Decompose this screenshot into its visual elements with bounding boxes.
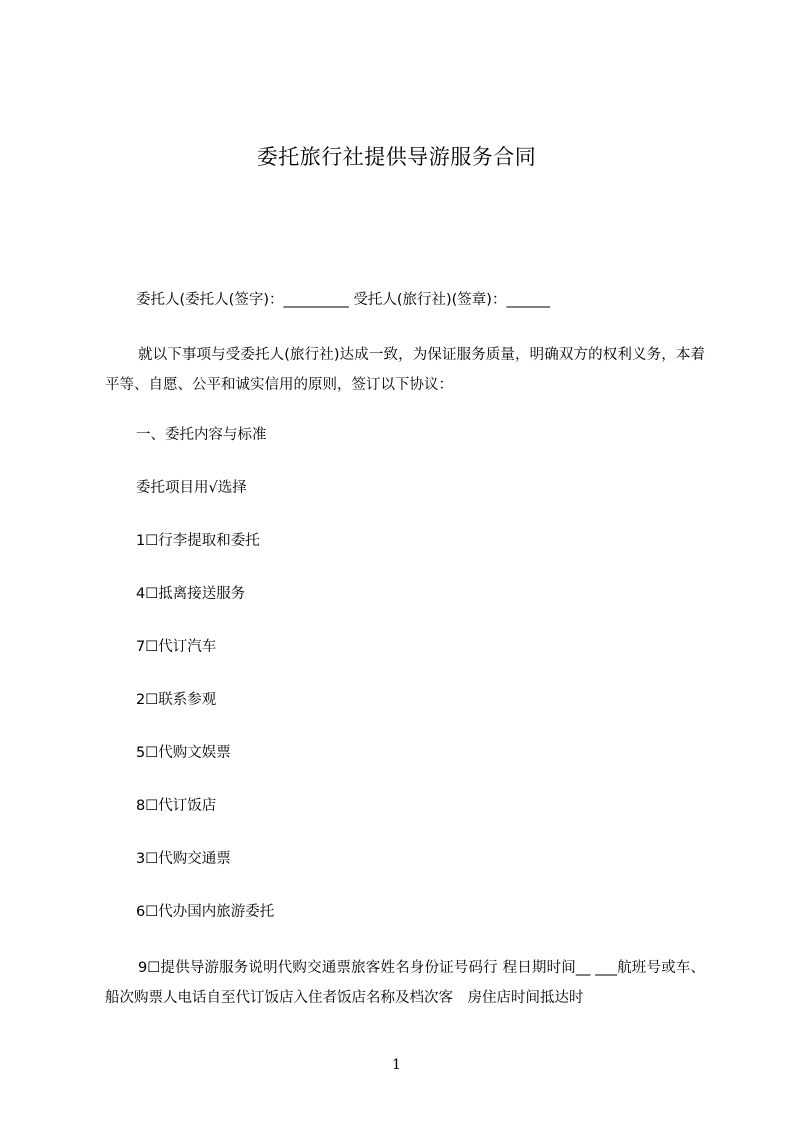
item-9-paragraph: 9☐提供导游服务说明代购交通票旅客姓名身份证号码行 程日期时间__ ___航班号或车、船次购票人电话自至代订饭店入住者饭店名称及档次客 房住店时间抵达时	[105, 960, 705, 1006]
list-item: 7☐代订汽车	[136, 639, 217, 655]
page-number: 1	[392, 1057, 401, 1073]
list-item: 5☐代购文娱票	[136, 745, 231, 761]
document-title: 委托旅行社提供导游服务合同	[256, 145, 537, 169]
list-item: 4☐抵离接送服务	[136, 586, 246, 602]
list-item: 3☐代购交通票	[136, 851, 231, 867]
parties-line: 委托人(委托人(签字)：_________ 受托人(旅行社)(签章)：______	[136, 292, 550, 308]
list-item: 1☐行李提取和委托	[136, 533, 260, 549]
list-item: 2☐联系参观	[136, 692, 217, 708]
list-item: 6☐代办国内旅游委托	[136, 904, 275, 920]
intro-paragraph: 就以下事项与受委托人(旅行社)达成一致，为保证服务质量，明确双方的权利义务，本着平等、自愿、公平和诚实信用的原则，签订以下协议：	[105, 347, 705, 393]
selection-note: 委托项目用√选择	[136, 480, 247, 496]
list-item: 8☐代订饭店	[136, 798, 217, 814]
section-heading: 一、委托内容与标准	[136, 427, 267, 443]
